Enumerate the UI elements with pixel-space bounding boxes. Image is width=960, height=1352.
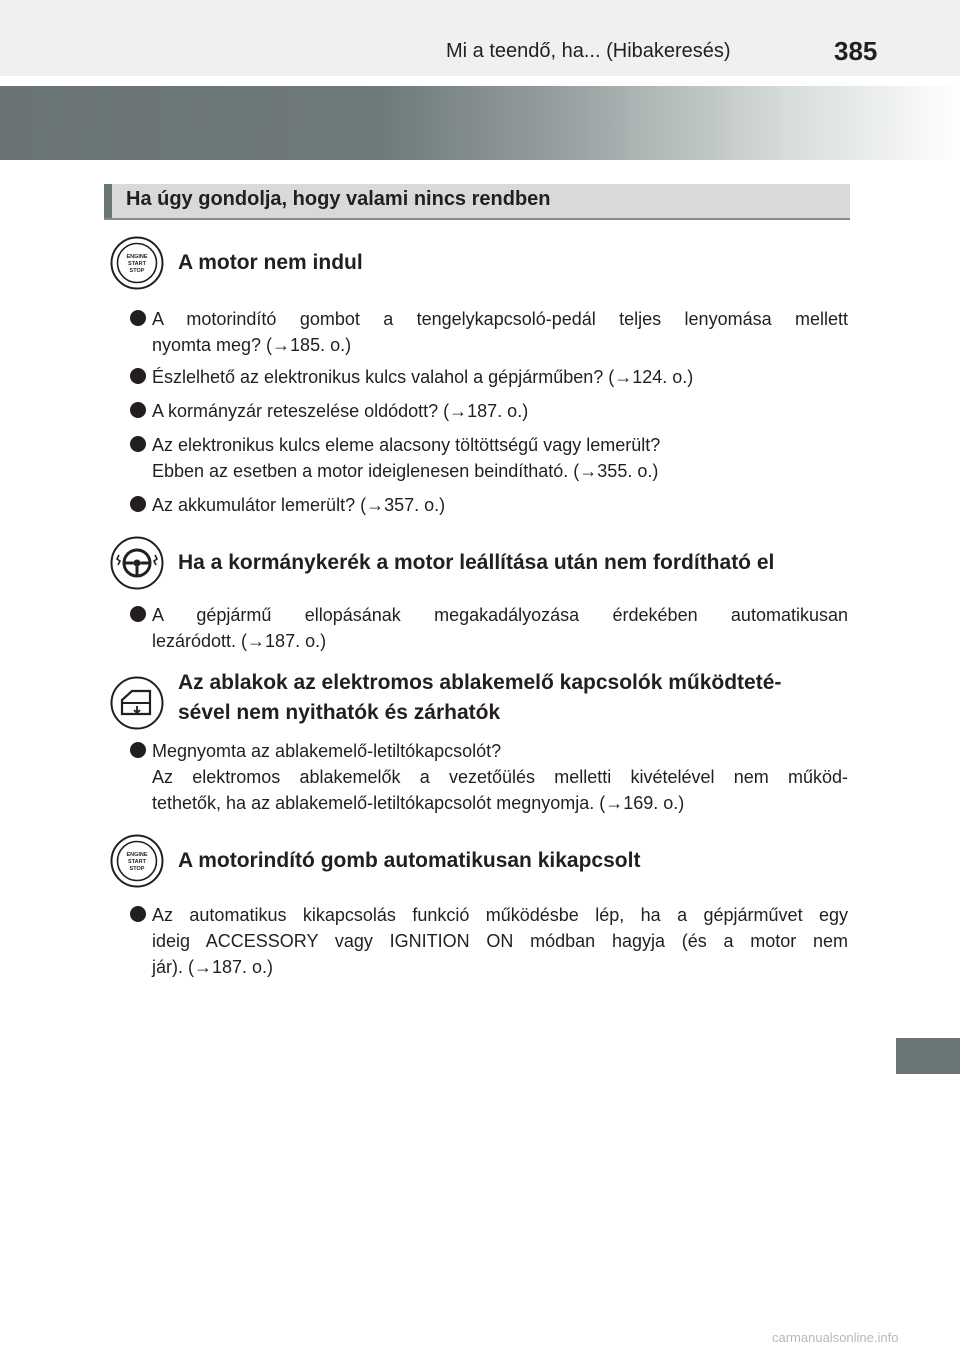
list-item-text: A motorindító gombot a tengelykapcsoló-pedál teljes lenyomása mellett xyxy=(152,309,848,329)
list-item-text: Az akkumulátor lemerült? (→357. o.) xyxy=(152,495,446,515)
list-item xyxy=(130,602,848,654)
list-item-text: nyomta meg? (→185. o.) xyxy=(152,335,352,355)
bullet-icon xyxy=(130,496,146,512)
list-item xyxy=(130,492,848,518)
section-heading-bar xyxy=(104,184,112,218)
list-item-text: Az elektronikus kulcs eleme alacsony töltöttségű vagy lemerült? xyxy=(152,435,661,455)
list-item-text: jár). (→187. o.) xyxy=(152,957,274,977)
engine-start-stop-icon xyxy=(110,236,164,290)
engine-start-stop-icon xyxy=(110,834,164,888)
list-item-text: Az automatikus kikapcsolás funkció működésbe lép, ha a gépjárművet egy xyxy=(152,905,848,925)
list-item-text: tethetők, ha az ablakemelő-letiltókapcsolót megnyomja. (→169. o.) xyxy=(152,793,685,813)
watermark: carmanualsonline.info xyxy=(772,1330,899,1345)
page-number: 385 xyxy=(834,36,878,66)
engine-icon-label-1: ENGINE xyxy=(126,254,148,260)
engine-icon-label-1: ENGINE xyxy=(126,852,148,858)
list-item-text: A kormányzár reteszelése oldódott? (→187. o.) xyxy=(152,401,529,421)
chapter-banner xyxy=(0,86,960,160)
list-item xyxy=(130,432,848,484)
list-item-text: Az elektromos ablakemelők a vezetőülés melletti kivételével nem működ- xyxy=(152,767,848,787)
list-item-text: Megnyomta az ablakemelő-letiltókapcsolót? xyxy=(152,741,502,761)
chapter-side-tab xyxy=(896,1038,960,1074)
list-item xyxy=(130,306,848,358)
section-heading-text: Ha úgy gondolja, hogy valami nincs rendben xyxy=(126,188,551,210)
engine-icon-label-2: START xyxy=(128,859,146,865)
section-heading xyxy=(104,184,850,220)
bullet-icon xyxy=(130,906,146,922)
chapter-title: Mi a teendő, ha... (Hibakeresés) xyxy=(446,40,731,62)
engine-icon-label-3: STOP xyxy=(129,866,145,872)
engine-icon-label-3: STOP xyxy=(129,268,145,274)
subheading-power-windows xyxy=(178,668,781,728)
list-item-text: A gépjármű ellopásának megakadályozása érdekében automatikusan xyxy=(152,605,848,625)
subheading-steering-locked: Ha a kormánykerék a motor leállítása után nem fordítható el xyxy=(178,551,775,574)
page-header xyxy=(0,0,960,76)
list-item-text: ideig ACCESSORY vagy IGNITION ON módban hagyja (és a motor nem xyxy=(152,931,848,951)
list-item xyxy=(130,738,848,816)
bullet-icon xyxy=(130,606,146,622)
subheading-engine-not-starting: A motor nem indul xyxy=(178,251,363,274)
engine-icon-label-2: START xyxy=(128,261,146,267)
subheading-line: sével nem nyithatók és zárhatók xyxy=(178,701,501,724)
steering-wheel-icon xyxy=(110,536,164,590)
subheading-line: Az ablakok az elektromos ablakemelő kapcsolók működteté- xyxy=(178,671,782,694)
list-item-text: Ebben az esetben a motor ideiglenesen beindítható. (→355. o.) xyxy=(152,461,659,481)
subheading-auto-power-off: A motorindító gomb automatikusan kikapcsolt xyxy=(178,849,641,872)
list-item-text: Észlelhető az elektronikus kulcs valahol a gépjárműben? (→124. o.) xyxy=(152,367,694,387)
bullet-icon xyxy=(130,436,146,452)
power-window-icon xyxy=(110,676,164,730)
list-item xyxy=(130,364,848,390)
list-item xyxy=(130,902,848,980)
bullet-icon xyxy=(130,402,146,418)
bullet-icon xyxy=(130,310,146,326)
bullet-icon xyxy=(130,742,146,758)
bullet-icon xyxy=(130,368,146,384)
list-item xyxy=(130,398,848,424)
list-item-text: lezáródott. (→187. o.) xyxy=(152,631,327,651)
